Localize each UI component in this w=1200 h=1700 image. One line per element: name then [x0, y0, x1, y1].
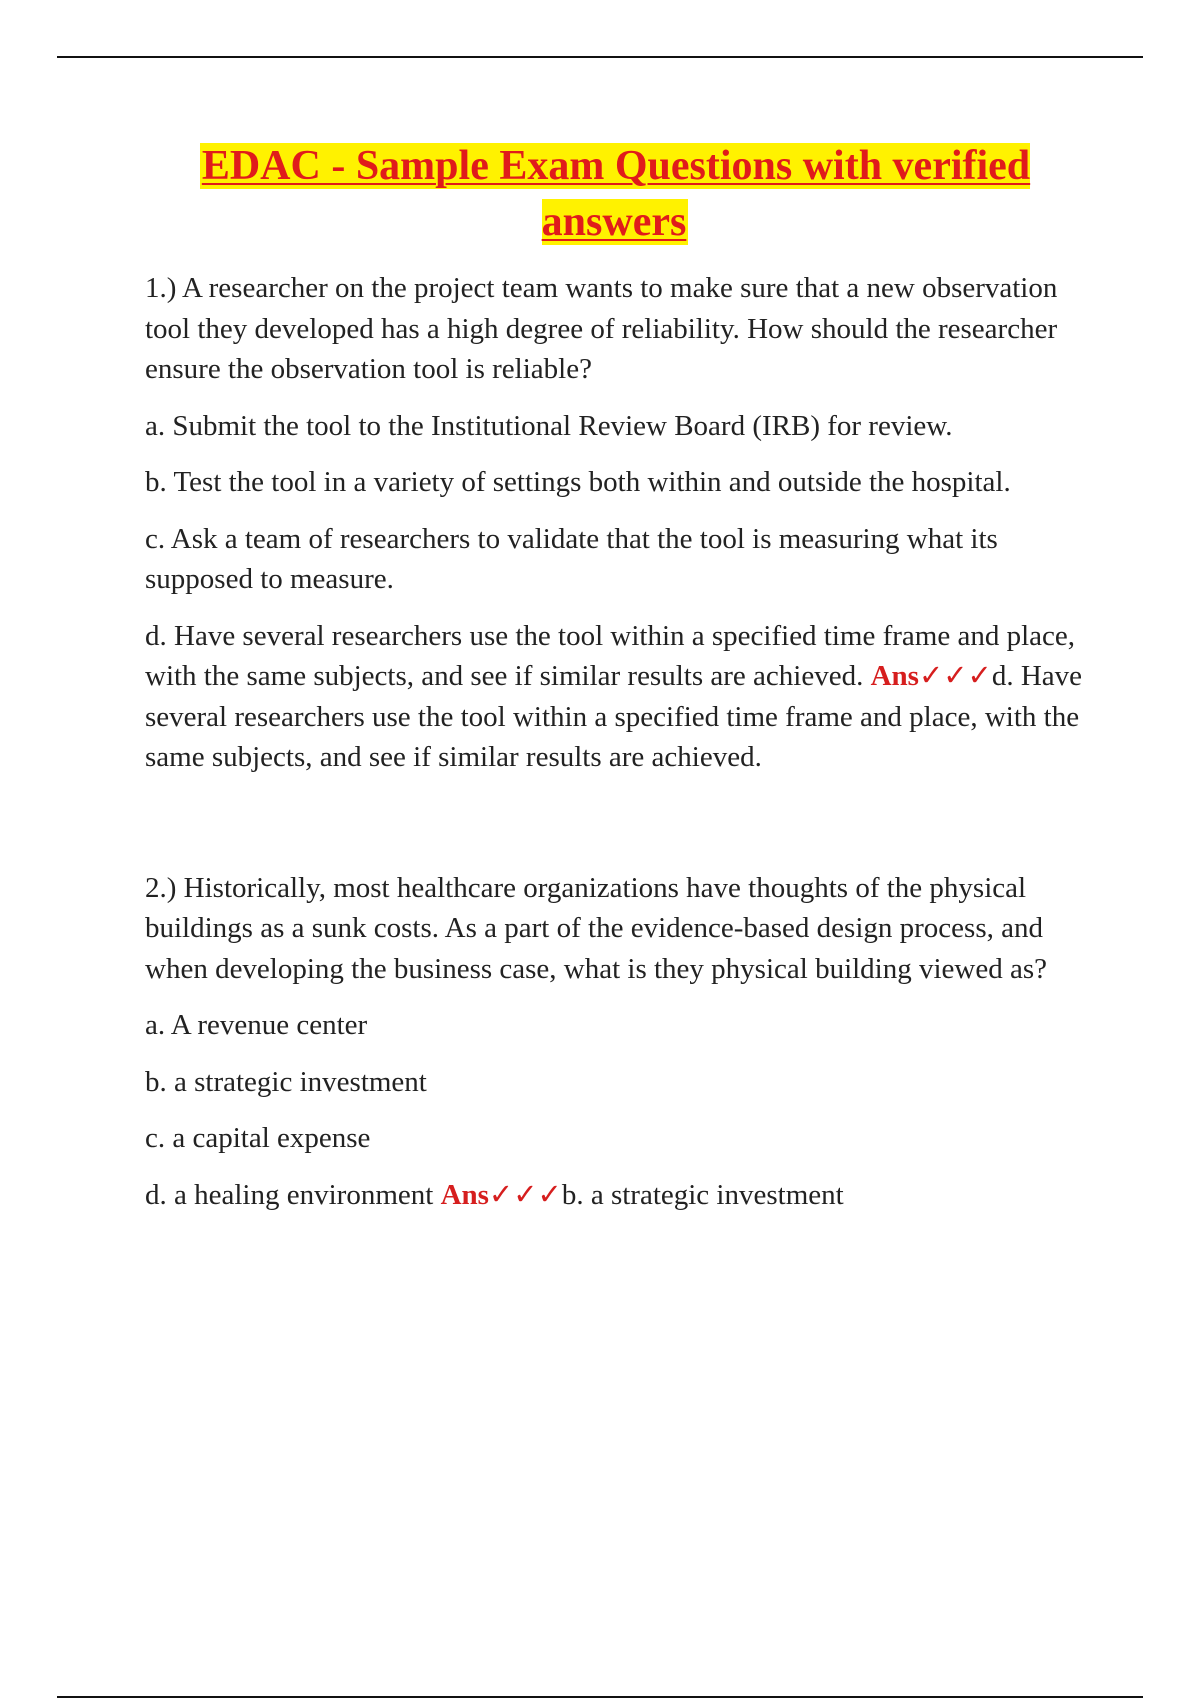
option-d: d. a healing environment [145, 1178, 434, 1211]
question-text: 2.) Historically, most healthcare organizations have thoughts of the physical buildings as a sunk costs. As a part of the evidence-based design process, and when developing the business case, what is they physical building viewed as? [145, 871, 1048, 985]
top-rule [57, 56, 1143, 58]
option-c: c. a capital expense [145, 1122, 371, 1154]
document-title [145, 138, 1085, 250]
question-1 [145, 268, 1085, 778]
option-b: b. a strategic investment [145, 1065, 427, 1098]
answer-text: d. Have several researchers use the tool within a specified time frame and place, with the same subjects, and see if similar results are achieved. [145, 660, 1083, 773]
option-c: c. Ask a team of researchers to validate that the tool is measuring what its supposed to measure. [145, 522, 998, 595]
option-b: b. Test the tool in a variety of settings both within and outside the hospital. [145, 466, 1011, 498]
question-text: 1.) A researcher on the project team wants to make sure that a new observation tool they developed has a high degree of reliability. How should the researcher ensure the observation tool is reliable? [145, 272, 1058, 385]
bottom-rule [57, 1696, 1143, 1698]
answer-text: b. a strategic investment [561, 1178, 844, 1211]
option-a: a. Submit the tool to the Institutional Review Board (IRB) for review. [145, 409, 953, 442]
option-a: a. A revenue center [145, 1009, 368, 1041]
question-2 [145, 868, 1085, 1216]
option-d-with-answer [145, 616, 1085, 778]
document-title-text: EDAC - Sample Exam Questions with verified answers [201, 143, 1031, 245]
check-marks-icon: ✓✓✓ [918, 660, 992, 692]
check-marks-icon: ✓✓✓ [488, 1178, 562, 1211]
document-body [145, 138, 1085, 1215]
answer-label: Ans [440, 1178, 489, 1211]
option-d-with-answer [145, 1175, 1085, 1216]
answer-label: Ans [870, 660, 919, 692]
option-d: d. Have several researchers use the tool within a specified time frame and place, with the same subjects, and see if similar results are achieved. [145, 619, 1076, 692]
